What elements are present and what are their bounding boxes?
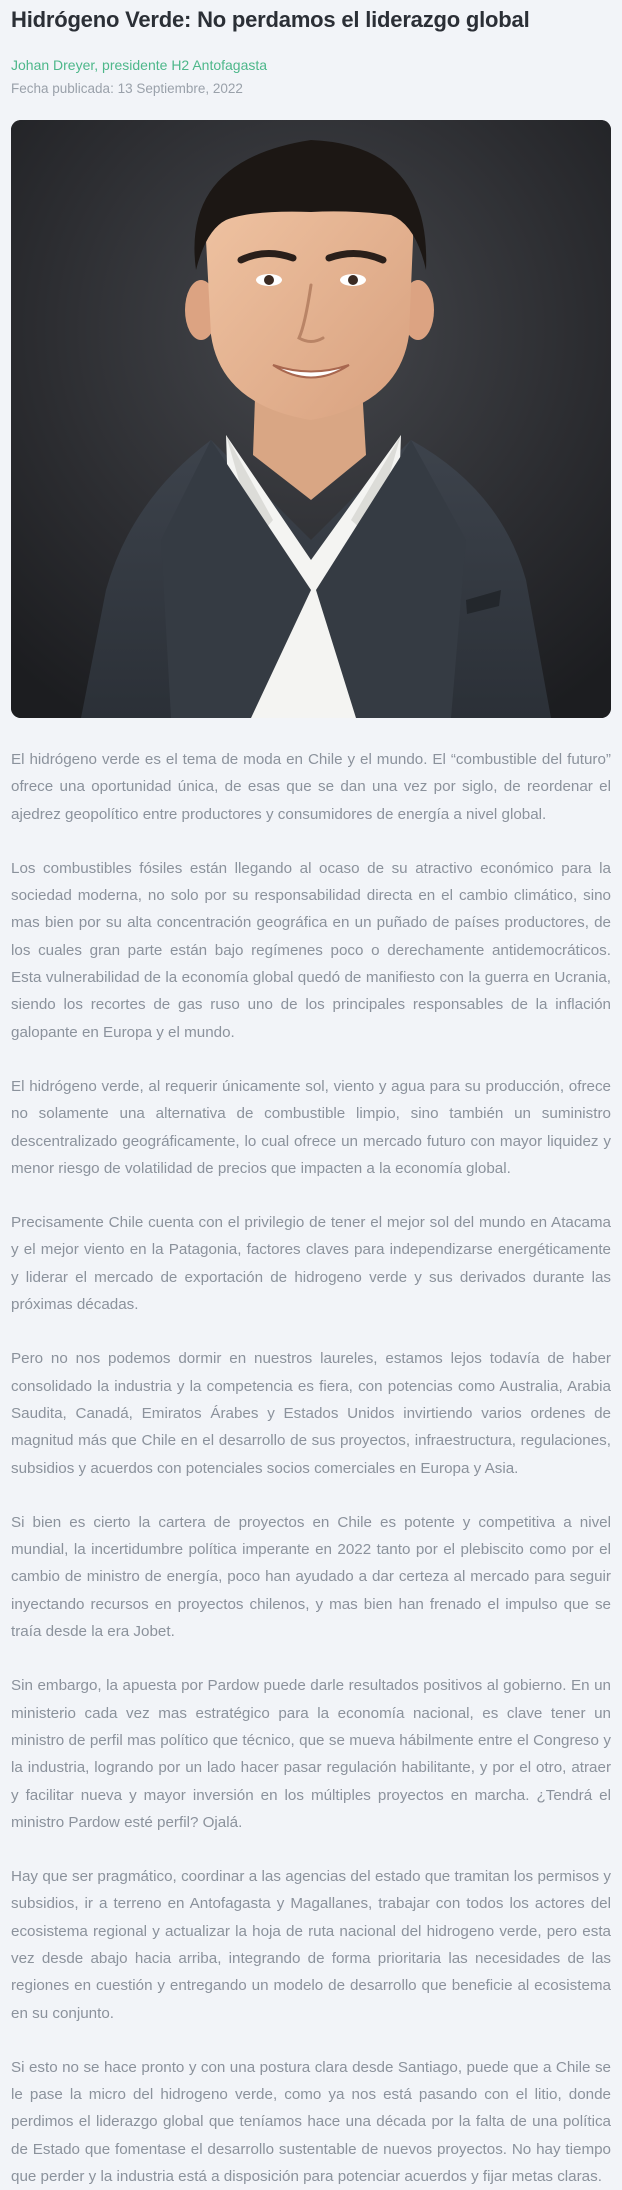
article-paragraph: Pero no nos podemos dormir en nuestros laureles, estamos lejos todavía de haber consolidado la industria y la competencia es fiera, con potencias como Australia, Arabia Saudita, Canadá, Emiratos Árabes y Estados Unidos invirtiendo varios ordenes de magnitud más que Chile en el desarrollo de sus proyectos, infraestructura, regulaciones, subsidios y acuerdos con potenciales socios comerciales en Europa y Asia. [11, 1350, 611, 1477]
author-portrait [11, 120, 611, 718]
publish-date: Fecha publicada: 13 Septiembre, 2022 [11, 81, 243, 96]
article-paragraph: Precisamente Chile cuenta con el privilegio de tener el mejor sol del mundo en Atacama y el mejor viento en la Patagonia, factores claves para independizarse energéticamente y liderar el mercado de exportación de hidrogeno verde y sus derivados durante las próximas décadas. [11, 1214, 611, 1314]
article-paragraph: Si bien es cierto la cartera de proyectos en Chile es potente y competitiva a nivel mundial, la incertidumbre política imperante en 2022 tanto por el plebiscito como por el cambio de ministro de energía, poco han ayudado a dar certeza al mercado para seguir inyectando recursos en proyectos chilenos, y mas bien han frenado el impulso que se traía desde la era Jobet. [11, 1513, 611, 1641]
article-paragraph: Si esto no se hace pronto y con una postura clara desde Santiago, puede que a Chile se le pase la micro del hidrogeno verde, como ya nos está pasando con el litio, donde perdimos el liderazgo global que teníamos hace una década por la falta de una política de Estado que fomentase el desarrollo sustentable de nuevos proyectos. No hay tiempo que perder y la industria está a disposición para potenciar acuerdos y fijar metas claras. [11, 2058, 611, 2186]
article-paragraph: El hidrógeno verde, al requerir únicamente sol, viento y agua para su producción, ofrece no solamente una alternativa de combustible limpio, sino también un suministro descentralizado geográficamente, lo cual ofrece un mercado futuro con mayor liquidez y menor riesgo de volatilidad de precios que impacten a la economía global. [11, 1077, 611, 1177]
portrait-illustration [11, 120, 611, 718]
article-body [11, 746, 611, 2190]
article-paragraph: Sin embargo, la apuesta por Pardow puede darle resultados positivos al gobierno. En un ministerio cada vez mas estratégico para la economía nacional, es clave tener un ministro de perfil mas político que técnico, que se mueva hábilmente entre el Congreso y la industria, logrando por un lado hacer pasar regulación habilitante, y por el otro, atraer y facilitar nueva y mayor inversión en los múltiples proyectos en marcha. ¿Tendrá el ministro Pardow esté perfil? Ojalá. [11, 1677, 611, 1831]
article-paragraph: El hidrógeno verde es el tema de moda en Chile y el mundo. El “combustible del futuro” ofrece una oportunidad única, de esas que se dan una vez por siglo, de reordenar el ajedrez geopolítico entre productores y consumidores de energía a nivel global. [11, 751, 611, 823]
article-paragraph: Los combustibles fósiles están llegando al ocaso de su atractivo económico para la sociedad moderna, no solo por su responsabilidad directa en el cambio climático, sino mas bien por su alta concentración geográfica en un puñado de países productores, de los cuales gran parte están bajo regímenes poco o derechamente antidemocráticos. Esta vulnerabilidad de la economía global quedó de manifiesto con la guerra en Ucrania, siendo los recortes de gas ruso uno de los principales responsables de la inflación galopante en Europa y el mundo. [11, 859, 611, 1041]
article-author: Johan Dreyer, presidente H2 Antofagasta [11, 57, 268, 73]
article-paragraph: Hay que ser pragmático, coordinar a las agencias del estado que tramitan los permisos y subsidios, ir a terreno en Antofagasta y Magallanes, trabajar con todos los actores del ecosistema regional y actualizar la hoja de ruta nacional del hidrogeno verde, pero esta vez desde abajo hacia arriba, integrando de forma prioritaria las necesidades de las regiones en cuestión y entregando un modelo de desarrollo que beneficie al ecosistema en su conjunto. [11, 1868, 611, 2022]
article-title: Hidrógeno Verde: No perdamos el liderazgo global [11, 7, 530, 32]
